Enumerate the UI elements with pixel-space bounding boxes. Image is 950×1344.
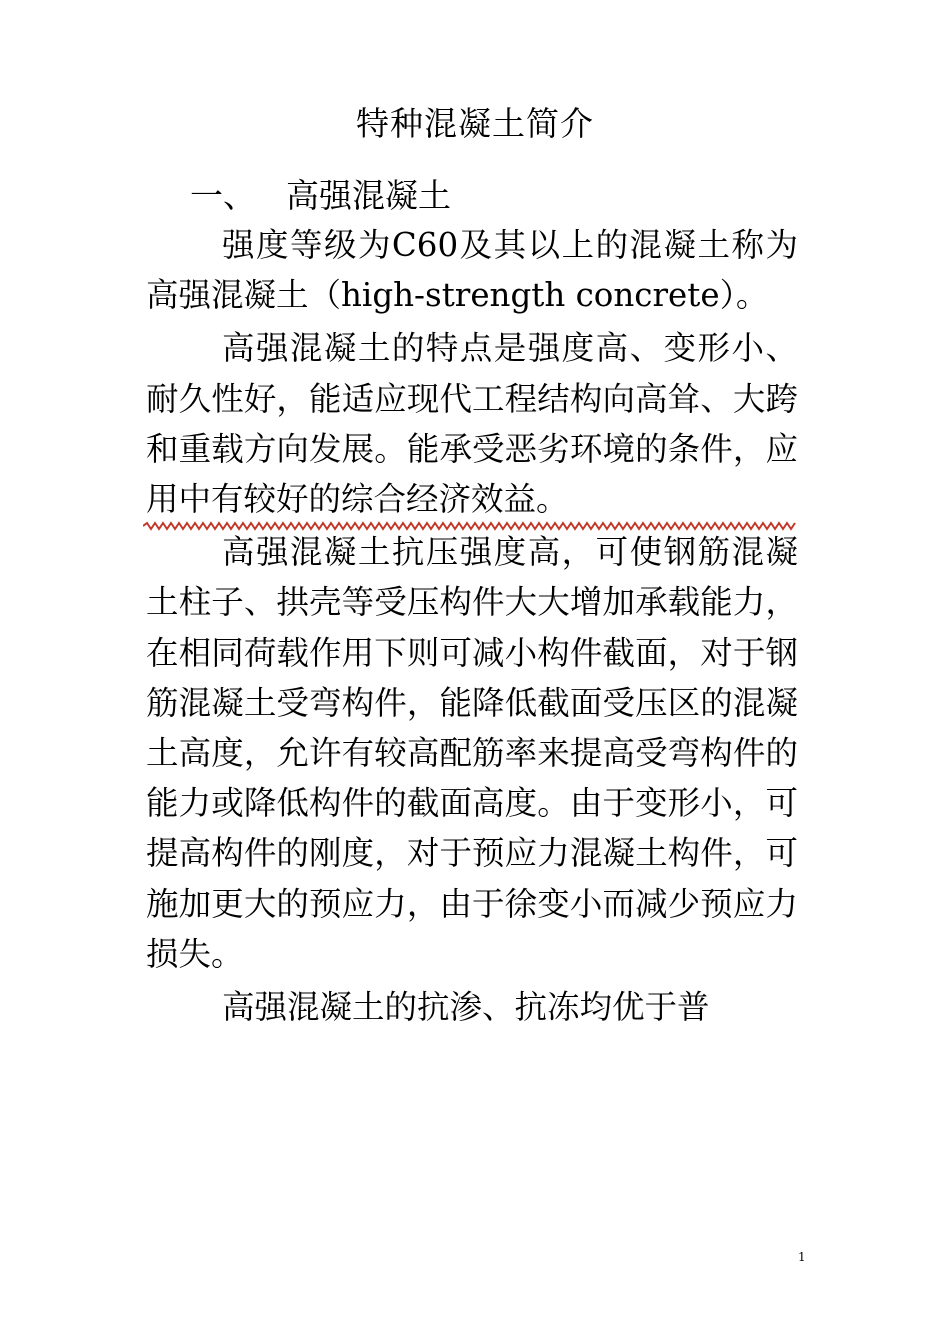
section-number: 一、 [190, 176, 256, 215]
section-heading [190, 172, 451, 220]
document-body [146, 220, 798, 1035]
paragraph-3: 高强混凝土抗压强度高，可使钢筋混凝土柱子、拱壳等受压构件大大增加承载能力，在相同荷载作用下则可减小构件截面，对于钢筋混凝土受弯构件，能降低截面受压区的混凝土高度，允许有较高配筋率来提高受弯构件的能力或降低构件的截面高度。由于变形小，可提高构件的刚度，对于预应力混凝土构件，可施加更大的预应力，由于徐变小而减少预应力损失。 [146, 533, 798, 973]
paragraph-4: 高强混凝土的抗渗、抗冻均优于普 [222, 988, 710, 1027]
section-title: 高强混凝土 [286, 176, 451, 215]
paragraph-2: 高强混凝土的特点是强度高、变形小、耐久性好，能适应现代工程结构向高耸、大跨和重载方向发展。能承受恶劣环境的条件，应用中有较好的综合经济效益。 [146, 329, 798, 519]
document-title: 特种混凝土简介 [356, 104, 594, 143]
spellcheck-squiggle [143, 521, 797, 531]
paragraph-1: 强度等级为C60及其以上的混凝土称为高强混凝土（high-strength concrete）。 [146, 226, 798, 315]
page-number: 1 [798, 1250, 806, 1264]
